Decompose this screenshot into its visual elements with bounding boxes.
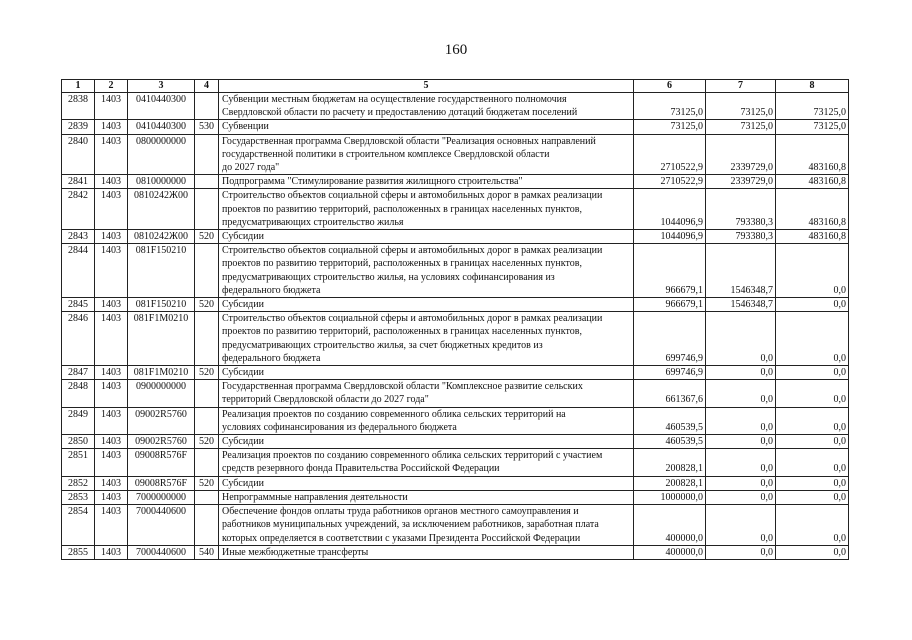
amount-year-3: 0,0 — [776, 380, 849, 407]
expense-type-code: 540 — [195, 545, 219, 559]
amount-year-3: 0,0 — [776, 366, 849, 380]
expense-type-code — [195, 407, 219, 434]
amount-year-2: 793380,3 — [706, 230, 776, 244]
row-number: 2843 — [62, 230, 95, 244]
item-name: Подпрограмма "Стимулирование развития жилищного строительства" — [219, 175, 634, 189]
amount-year-1: 966679,1 — [634, 244, 706, 298]
item-name: Реализация проектов по созданию современного облика сельских территорий с участием средств резервного фонда Правительства Российской Федерации — [219, 449, 634, 476]
section-code: 1403 — [95, 312, 128, 366]
amount-year-1: 966679,1 — [634, 298, 706, 312]
row-number: 2854 — [62, 505, 95, 546]
row-number: 2847 — [62, 366, 95, 380]
row-number: 2851 — [62, 449, 95, 476]
target-article-code: 0900000000 — [128, 380, 195, 407]
row-number: 2849 — [62, 407, 95, 434]
item-name: Строительство объектов социальной сферы и автомобильных дорог в рамках реализации проектов по развитию территорий, расположенных в границах населенных пунктов, предусматривающих строительство жилья, за счет бюджетных кредитов из федерального бюджета — [219, 312, 634, 366]
target-article-code: 0800000000 — [128, 134, 195, 175]
column-header: 1 — [62, 80, 95, 93]
amount-year-2: 0,0 — [706, 366, 776, 380]
budget-table — [61, 79, 849, 560]
amount-year-3: 0,0 — [776, 407, 849, 434]
target-article-code: 09008R576F — [128, 449, 195, 476]
table-row — [62, 505, 849, 546]
page-number: 160 — [444, 42, 468, 58]
row-number: 2846 — [62, 312, 95, 366]
target-article-code: 081F150210 — [128, 244, 195, 298]
section-code: 1403 — [95, 366, 128, 380]
table-row — [62, 435, 849, 449]
table-row — [62, 380, 849, 407]
row-number: 2855 — [62, 545, 95, 559]
row-number: 2850 — [62, 435, 95, 449]
table-row — [62, 189, 849, 230]
amount-year-2: 73125,0 — [706, 120, 776, 134]
row-number: 2839 — [62, 120, 95, 134]
target-article-code: 09008R576F — [128, 476, 195, 490]
amount-year-2: 0,0 — [706, 505, 776, 546]
amount-year-2: 0,0 — [706, 449, 776, 476]
amount-year-1: 400000,0 — [634, 545, 706, 559]
table-row — [62, 134, 849, 175]
target-article-code: 0810242Ж00 — [128, 230, 195, 244]
row-number: 2842 — [62, 189, 95, 230]
expense-type-code — [195, 505, 219, 546]
amount-year-1: 73125,0 — [634, 120, 706, 134]
amount-year-2: 73125,0 — [706, 93, 776, 120]
column-header: 8 — [776, 80, 849, 93]
amount-year-1: 1044096,9 — [634, 189, 706, 230]
table-row — [62, 175, 849, 189]
amount-year-2: 0,0 — [706, 545, 776, 559]
target-article-code: 7000440600 — [128, 505, 195, 546]
target-article-code: 081F1M0210 — [128, 312, 195, 366]
table-row — [62, 476, 849, 490]
amount-year-3: 73125,0 — [776, 120, 849, 134]
amount-year-1: 200828,1 — [634, 449, 706, 476]
row-number: 2845 — [62, 298, 95, 312]
amount-year-3: 0,0 — [776, 505, 849, 546]
item-name: Реализация проектов по созданию современного облика сельских территорий на условиях софинансирования из федерального бюджета — [219, 407, 634, 434]
section-code: 1403 — [95, 407, 128, 434]
expense-type-code: 530 — [195, 120, 219, 134]
amount-year-3: 0,0 — [776, 449, 849, 476]
section-code: 1403 — [95, 490, 128, 504]
amount-year-3: 0,0 — [776, 545, 849, 559]
amount-year-1: 460539,5 — [634, 407, 706, 434]
expense-type-code — [195, 380, 219, 407]
column-header: 4 — [195, 80, 219, 93]
table-row — [62, 366, 849, 380]
section-code: 1403 — [95, 244, 128, 298]
amount-year-2: 0,0 — [706, 407, 776, 434]
row-number: 2853 — [62, 490, 95, 504]
section-code: 1403 — [95, 189, 128, 230]
expense-type-code: 520 — [195, 298, 219, 312]
target-article-code: 7000440600 — [128, 545, 195, 559]
item-name: Иные межбюджетные трансферты — [219, 545, 634, 559]
table-row — [62, 407, 849, 434]
amount-year-2: 0,0 — [706, 312, 776, 366]
target-article-code: 0810000000 — [128, 175, 195, 189]
section-code: 1403 — [95, 449, 128, 476]
table-row — [62, 490, 849, 504]
table-row — [62, 244, 849, 298]
table-row — [62, 93, 849, 120]
row-number: 2844 — [62, 244, 95, 298]
target-article-code: 09002R5760 — [128, 407, 195, 434]
amount-year-1: 661367,6 — [634, 380, 706, 407]
row-number: 2840 — [62, 134, 95, 175]
expense-type-code — [195, 244, 219, 298]
target-article-code: 7000000000 — [128, 490, 195, 504]
amount-year-1: 400000,0 — [634, 505, 706, 546]
row-number: 2848 — [62, 380, 95, 407]
item-name: Обеспечение фондов оплаты труда работников органов местного самоуправления и работников муниципальных учреждений, за исключением работников, заработная плата которых определяется в соответствии с указами Президента Российской Федерации — [219, 505, 634, 546]
amount-year-1: 73125,0 — [634, 93, 706, 120]
item-name: Субсидии — [219, 230, 634, 244]
section-code: 1403 — [95, 230, 128, 244]
amount-year-2: 1546348,7 — [706, 244, 776, 298]
amount-year-2: 0,0 — [706, 490, 776, 504]
target-article-code: 081F1M0210 — [128, 366, 195, 380]
column-header: 2 — [95, 80, 128, 93]
target-article-code: 0410440300 — [128, 93, 195, 120]
section-code: 1403 — [95, 120, 128, 134]
amount-year-3: 483160,8 — [776, 230, 849, 244]
amount-year-1: 699746,9 — [634, 366, 706, 380]
section-code: 1403 — [95, 134, 128, 175]
amount-year-1: 699746,9 — [634, 312, 706, 366]
amount-year-3: 0,0 — [776, 312, 849, 366]
amount-year-1: 2710522,9 — [634, 175, 706, 189]
amount-year-2: 2339729,0 — [706, 134, 776, 175]
amount-year-2: 793380,3 — [706, 189, 776, 230]
section-code: 1403 — [95, 93, 128, 120]
item-name: Строительство объектов социальной сферы и автомобильных дорог в рамках реализации проектов по развитию территорий, расположенных в границах населенных пунктов, предусматривающих строительство жилья, на условиях софинансирования из федерального бюджета — [219, 244, 634, 298]
section-code: 1403 — [95, 505, 128, 546]
row-number: 2852 — [62, 476, 95, 490]
row-number: 2841 — [62, 175, 95, 189]
item-name: Субвенции — [219, 120, 634, 134]
section-code: 1403 — [95, 298, 128, 312]
column-header: 7 — [706, 80, 776, 93]
item-name: Субсидии — [219, 476, 634, 490]
expense-type-code — [195, 134, 219, 175]
amount-year-1: 2710522,9 — [634, 134, 706, 175]
amount-year-3: 483160,8 — [776, 175, 849, 189]
section-code: 1403 — [95, 380, 128, 407]
expense-type-code: 520 — [195, 435, 219, 449]
column-header: 5 — [219, 80, 634, 93]
amount-year-3: 0,0 — [776, 476, 849, 490]
item-name: Государственная программа Свердловской области "Реализация основных направлений государственной политики в строительном комплексе Свердловской области до 2027 года" — [219, 134, 634, 175]
amount-year-1: 200828,1 — [634, 476, 706, 490]
amount-year-3: 483160,8 — [776, 134, 849, 175]
amount-year-2: 0,0 — [706, 380, 776, 407]
table-row — [62, 298, 849, 312]
section-code: 1403 — [95, 175, 128, 189]
item-name: Строительство объектов социальной сферы и автомобильных дорог в рамках реализации проектов по развитию территорий, расположенных в границах населенных пунктов, предусматривающих строительство жилья — [219, 189, 634, 230]
expense-type-code — [195, 93, 219, 120]
expense-type-code — [195, 449, 219, 476]
amount-year-3: 0,0 — [776, 298, 849, 312]
column-header: 6 — [634, 80, 706, 93]
amount-year-2: 2339729,0 — [706, 175, 776, 189]
row-number: 2838 — [62, 93, 95, 120]
section-code: 1403 — [95, 476, 128, 490]
expense-type-code — [195, 312, 219, 366]
section-code: 1403 — [95, 435, 128, 449]
table-row — [62, 312, 849, 366]
expense-type-code: 520 — [195, 366, 219, 380]
target-article-code: 09002R5760 — [128, 435, 195, 449]
table-row — [62, 230, 849, 244]
expense-type-code: 520 — [195, 230, 219, 244]
expense-type-code — [195, 189, 219, 230]
column-header: 3 — [128, 80, 195, 93]
amount-year-3: 0,0 — [776, 490, 849, 504]
amount-year-3: 0,0 — [776, 244, 849, 298]
expense-type-code: 520 — [195, 476, 219, 490]
expense-type-code — [195, 490, 219, 504]
target-article-code: 0410440300 — [128, 120, 195, 134]
amount-year-3: 0,0 — [776, 435, 849, 449]
section-code: 1403 — [95, 545, 128, 559]
amount-year-1: 460539,5 — [634, 435, 706, 449]
amount-year-3: 483160,8 — [776, 189, 849, 230]
table-row — [62, 120, 849, 134]
table-header-row — [62, 80, 849, 93]
item-name: Субсидии — [219, 298, 634, 312]
item-name: Субсидии — [219, 435, 634, 449]
target-article-code: 081F150210 — [128, 298, 195, 312]
item-name: Субвенции местным бюджетам на осуществление государственного полномочия Свердловской области по расчету и предоставлению дотаций бюджетам поселений — [219, 93, 634, 120]
target-article-code: 0810242Ж00 — [128, 189, 195, 230]
item-name: Субсидии — [219, 366, 634, 380]
table-row — [62, 449, 849, 476]
amount-year-1: 1000000,0 — [634, 490, 706, 504]
item-name: Государственная программа Свердловской области "Комплексное развитие сельских территорий Свердловской области до 2027 года" — [219, 380, 634, 407]
amount-year-2: 0,0 — [706, 476, 776, 490]
item-name: Непрограммные направления деятельности — [219, 490, 634, 504]
amount-year-2: 0,0 — [706, 435, 776, 449]
expense-type-code — [195, 175, 219, 189]
table-row — [62, 545, 849, 559]
amount-year-2: 1546348,7 — [706, 298, 776, 312]
amount-year-3: 73125,0 — [776, 93, 849, 120]
amount-year-1: 1044096,9 — [634, 230, 706, 244]
